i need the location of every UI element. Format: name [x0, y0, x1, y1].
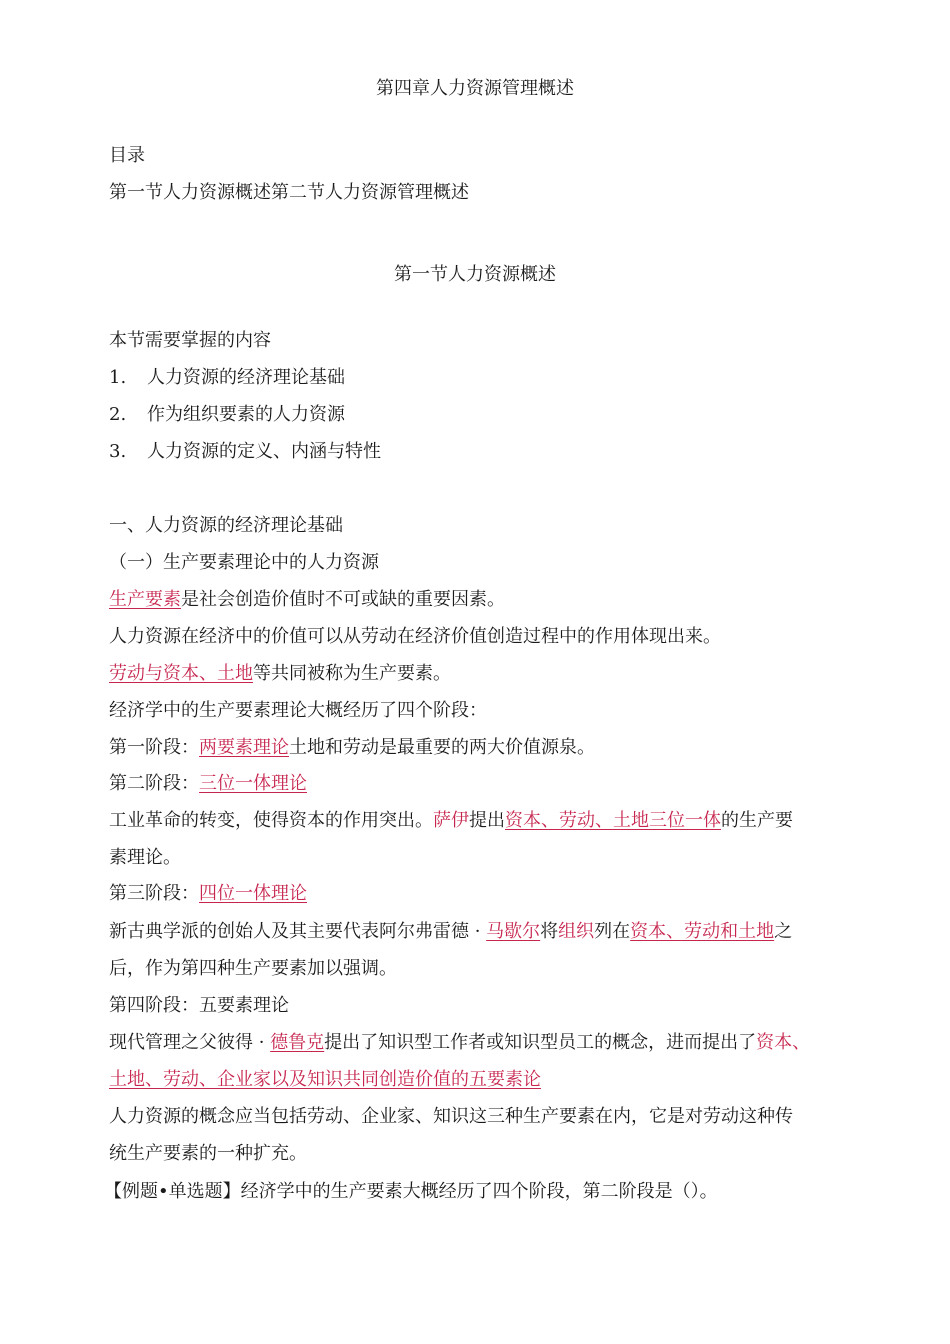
paragraph-6-cont: 后，作为第四种生产要素加以强调。 [109, 958, 397, 979]
highlight-name: 萨伊 [433, 810, 469, 831]
paragraph-text: 新古典学派的创始人及其主要代表阿尔弗雷德 · [109, 921, 487, 942]
highlight-term: 生产要素 [109, 589, 181, 610]
objective-text: 人力资源的经济理论基础 [147, 367, 345, 388]
paragraph-5-cont: 素理论。 [109, 847, 181, 868]
stage-label: 第三阶段： [109, 883, 199, 904]
highlight-name: 德鲁克 [270, 1032, 325, 1053]
highlight-term: 组织 [558, 921, 595, 942]
stage-label: 第二阶段： [109, 773, 199, 794]
highlight-term: 四位一体理论 [199, 883, 307, 904]
toc-items: 第一节人力资源概述第二节人力资源管理概述 [109, 182, 469, 203]
paragraph-text: 之 [774, 921, 793, 942]
stage-1 [109, 736, 595, 760]
stage-4 [109, 994, 289, 1018]
highlight-term: 两要素理论 [199, 737, 289, 758]
objectives-label: 本节需要掌握的内容 [109, 330, 271, 351]
objective-text: 人力资源的定义、内涵与特性 [147, 441, 381, 462]
paragraph-text: 现代管理之父彼得 · [109, 1032, 271, 1053]
objective-number: 2. [109, 404, 127, 425]
objective-number: 3. [109, 441, 127, 462]
paragraph-8-cont: 统生产要素的一种扩充。 [109, 1143, 307, 1164]
objective-item-1 [109, 366, 345, 390]
example-question: 【例题•单选题】经济学中的生产要素大概经历了四个阶段，第二阶段是（）。 [104, 1181, 718, 1202]
stage-3 [109, 882, 307, 906]
chapter-title: 第四章人力资源管理概述 [376, 78, 574, 99]
paragraph-text: 是社会创造价值时不可或缺的重要因素。 [181, 589, 505, 610]
stage-2 [109, 772, 307, 796]
paragraph-text: 提出了知识型工作者或知识型员工的概念，进而提出了 [324, 1032, 757, 1053]
stage-label: 第一阶段： [109, 737, 199, 758]
paragraph-3 [109, 662, 451, 686]
objective-item-3 [109, 440, 381, 464]
heading-2: （一）生产要素理论中的人力资源 [109, 552, 379, 573]
highlight-term: 资本、 [756, 1032, 811, 1053]
paragraph-4: 经济学中的生产要素理论大概经历了四个阶段： [109, 700, 487, 721]
section-title: 第一节人力资源概述 [394, 264, 556, 285]
paragraph-text: 工业革命的转变，使得资本的作用突出。 [109, 810, 433, 831]
highlight-name: 马歇尔 [486, 921, 541, 942]
heading-1: 一、人力资源的经济理论基础 [109, 515, 343, 536]
paragraph-text: 的生产要 [721, 810, 793, 831]
highlight-term: 劳动与资本、土地 [109, 663, 253, 684]
paragraph-text: 列在 [594, 921, 631, 942]
objective-text: 作为组织要素的人力资源 [147, 404, 345, 425]
stage-label: 第四阶段： [109, 995, 199, 1016]
paragraph-text: 提出 [469, 810, 505, 831]
paragraph-7 [109, 1031, 810, 1055]
paragraph-text: 等共同被称为生产要素。 [253, 663, 451, 684]
highlight-term: 三位一体理论 [199, 773, 307, 794]
objective-item-2 [109, 403, 345, 427]
paragraph-text: 将 [540, 921, 559, 942]
paragraph-5 [109, 809, 793, 833]
paragraph-6 [109, 920, 792, 944]
paragraph-2: 人力资源在经济中的价值可以从劳动在经济价值创造过程中的作用体现出来。 [109, 626, 721, 647]
paragraph-8: 人力资源的概念应当包括劳动、企业家、知识这三种生产要素在内，它是对劳动这种传 [109, 1106, 793, 1127]
highlight-term: 资本、劳动、土地三位一体 [505, 810, 721, 831]
objective-number: 1. [109, 367, 127, 388]
stage-text: 五要素理论 [199, 995, 289, 1016]
toc-label: 目录 [109, 145, 145, 166]
paragraph-text: 土地和劳动是最重要的两大价值源泉。 [289, 737, 595, 758]
paragraph-1 [109, 588, 505, 612]
highlight-term: 资本、劳动和土地 [630, 921, 775, 942]
paragraph-7-cont: 土地、劳动、企业家以及知识共同创造价值的五要素论 [109, 1069, 541, 1090]
